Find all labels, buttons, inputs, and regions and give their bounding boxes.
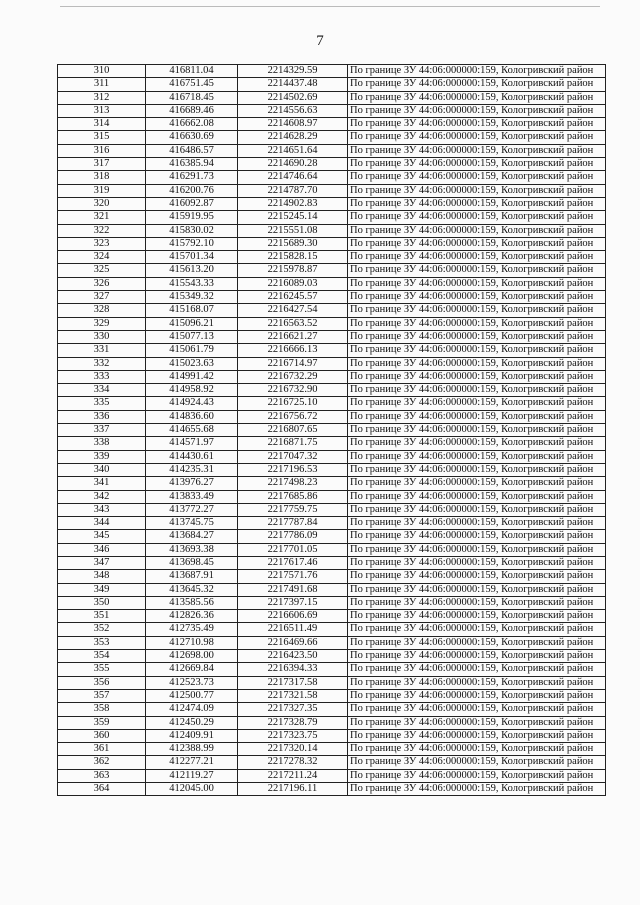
x-coordinate-cell: 414958.92 — [146, 384, 238, 397]
table-row — [58, 104, 606, 117]
x-coordinate-cell: 416092.87 — [146, 197, 238, 210]
point-number-cell: 359 — [58, 716, 146, 729]
boundary-description-cell: По границе ЗУ 44:06:000000:159, Кологривский район — [348, 583, 606, 596]
table-row — [58, 596, 606, 609]
boundary-description-cell: По границе ЗУ 44:06:000000:159, Кологривский район — [348, 291, 606, 304]
x-coordinate-cell: 415701.34 — [146, 251, 238, 264]
table-row — [58, 450, 606, 463]
table-row — [58, 756, 606, 769]
scan-edge-line — [60, 6, 600, 7]
x-coordinate-cell: 412045.00 — [146, 783, 238, 796]
y-coordinate-cell: 2217617.46 — [238, 556, 348, 569]
x-coordinate-cell: 412500.77 — [146, 689, 238, 702]
boundary-description-cell: По границе ЗУ 44:06:000000:159, Кологривский район — [348, 370, 606, 383]
x-coordinate-cell: 412277.21 — [146, 756, 238, 769]
boundary-description-cell: По границе ЗУ 44:06:000000:159, Кологривский район — [348, 184, 606, 197]
point-number-cell: 319 — [58, 184, 146, 197]
x-coordinate-cell: 415919.95 — [146, 211, 238, 224]
x-coordinate-cell: 413833.49 — [146, 490, 238, 503]
y-coordinate-cell: 2217787.84 — [238, 517, 348, 530]
x-coordinate-cell: 413693.38 — [146, 543, 238, 556]
point-number-cell: 338 — [58, 437, 146, 450]
point-number-cell: 336 — [58, 410, 146, 423]
table-row — [58, 184, 606, 197]
table-row — [58, 623, 606, 636]
y-coordinate-cell: 2216427.54 — [238, 304, 348, 317]
point-number-cell: 326 — [58, 277, 146, 290]
boundary-description-cell: По границе ЗУ 44:06:000000:159, Кологривский район — [348, 65, 606, 78]
y-coordinate-cell: 2216423.50 — [238, 650, 348, 663]
boundary-description-cell: По границе ЗУ 44:06:000000:159, Кологривский район — [348, 251, 606, 264]
point-number-cell: 314 — [58, 118, 146, 131]
table-row — [58, 703, 606, 716]
y-coordinate-cell: 2217759.75 — [238, 503, 348, 516]
table-row — [58, 517, 606, 530]
point-number-cell: 325 — [58, 264, 146, 277]
point-number-cell: 320 — [58, 197, 146, 210]
x-coordinate-cell: 412119.27 — [146, 769, 238, 782]
point-number-cell: 329 — [58, 317, 146, 330]
table-row — [58, 543, 606, 556]
y-coordinate-cell: 2216245.57 — [238, 291, 348, 304]
point-number-cell: 353 — [58, 636, 146, 649]
y-coordinate-cell: 2216469.66 — [238, 636, 348, 649]
x-coordinate-cell: 412474.09 — [146, 703, 238, 716]
boundary-description-cell: По границе ЗУ 44:06:000000:159, Кологривский район — [348, 237, 606, 250]
point-number-cell: 361 — [58, 743, 146, 756]
boundary-description-cell: По границе ЗУ 44:06:000000:159, Кологривский район — [348, 703, 606, 716]
y-coordinate-cell: 2216089.03 — [238, 277, 348, 290]
table-row — [58, 171, 606, 184]
point-number-cell: 328 — [58, 304, 146, 317]
point-number-cell: 355 — [58, 663, 146, 676]
table-row — [58, 131, 606, 144]
y-coordinate-cell: 2217328.79 — [238, 716, 348, 729]
point-number-cell: 349 — [58, 583, 146, 596]
point-number-cell: 337 — [58, 424, 146, 437]
boundary-description-cell: По границе ЗУ 44:06:000000:159, Кологривский район — [348, 716, 606, 729]
y-coordinate-cell: 2217321.58 — [238, 689, 348, 702]
table-row — [58, 357, 606, 370]
y-coordinate-cell: 2215551.08 — [238, 224, 348, 237]
table-row — [58, 689, 606, 702]
x-coordinate-cell: 412388.99 — [146, 743, 238, 756]
boundary-description-cell: По границе ЗУ 44:06:000000:159, Кологривский район — [348, 636, 606, 649]
x-coordinate-cell: 413745.75 — [146, 517, 238, 530]
y-coordinate-cell: 2217498.23 — [238, 477, 348, 490]
y-coordinate-cell: 2216621.27 — [238, 330, 348, 343]
boundary-description-cell: По границе ЗУ 44:06:000000:159, Кологривский район — [348, 171, 606, 184]
x-coordinate-cell: 413976.27 — [146, 477, 238, 490]
table-row — [58, 251, 606, 264]
point-number-cell: 363 — [58, 769, 146, 782]
table-row — [58, 291, 606, 304]
boundary-description-cell: По границе ЗУ 44:06:000000:159, Кологривский район — [348, 118, 606, 131]
table-row — [58, 118, 606, 131]
table-row — [58, 556, 606, 569]
y-coordinate-cell: 2216511.49 — [238, 623, 348, 636]
y-coordinate-cell: 2214502.69 — [238, 91, 348, 104]
point-number-cell: 344 — [58, 517, 146, 530]
table-row — [58, 729, 606, 742]
y-coordinate-cell: 2217685.86 — [238, 490, 348, 503]
point-number-cell: 315 — [58, 131, 146, 144]
x-coordinate-cell: 415543.33 — [146, 277, 238, 290]
page-number: 7 — [316, 33, 324, 49]
y-coordinate-cell: 2214556.63 — [238, 104, 348, 117]
table-row — [58, 330, 606, 343]
point-number-cell: 312 — [58, 91, 146, 104]
x-coordinate-cell: 416718.45 — [146, 91, 238, 104]
point-number-cell: 356 — [58, 676, 146, 689]
x-coordinate-cell: 416291.73 — [146, 171, 238, 184]
x-coordinate-cell: 412735.49 — [146, 623, 238, 636]
boundary-description-cell: По границе ЗУ 44:06:000000:159, Кологривский район — [348, 783, 606, 796]
y-coordinate-cell: 2214651.64 — [238, 144, 348, 157]
table-row — [58, 211, 606, 224]
y-coordinate-cell: 2217278.32 — [238, 756, 348, 769]
boundary-description-cell: По границе ЗУ 44:06:000000:159, Кологривский район — [348, 729, 606, 742]
table-row — [58, 663, 606, 676]
boundary-description-cell: По границе ЗУ 44:06:000000:159, Кологривский район — [348, 224, 606, 237]
x-coordinate-cell: 415168.07 — [146, 304, 238, 317]
boundary-description-cell: По границе ЗУ 44:06:000000:159, Кологривский район — [348, 743, 606, 756]
table-row — [58, 78, 606, 91]
y-coordinate-cell: 2217491.68 — [238, 583, 348, 596]
y-coordinate-cell: 2216563.52 — [238, 317, 348, 330]
y-coordinate-cell: 2217320.14 — [238, 743, 348, 756]
boundary-description-cell: По границе ЗУ 44:06:000000:159, Кологривский район — [348, 437, 606, 450]
point-number-cell: 362 — [58, 756, 146, 769]
x-coordinate-cell: 415349.32 — [146, 291, 238, 304]
boundary-description-cell: По границе ЗУ 44:06:000000:159, Кологривский район — [348, 104, 606, 117]
table-row — [58, 570, 606, 583]
y-coordinate-cell: 2214902.83 — [238, 197, 348, 210]
boundary-description-cell: По границе ЗУ 44:06:000000:159, Кологривский район — [348, 158, 606, 171]
table-row — [58, 716, 606, 729]
point-number-cell: 327 — [58, 291, 146, 304]
boundary-description-cell: По границе ЗУ 44:06:000000:159, Кологривский район — [348, 277, 606, 290]
point-number-cell: 351 — [58, 610, 146, 623]
boundary-description-cell: По границе ЗУ 44:06:000000:159, Кологривский район — [348, 570, 606, 583]
point-number-cell: 340 — [58, 463, 146, 476]
boundary-description-cell: По границе ЗУ 44:06:000000:159, Кологривский район — [348, 596, 606, 609]
x-coordinate-cell: 413772.27 — [146, 503, 238, 516]
boundary-description-cell: По границе ЗУ 44:06:000000:159, Кологривский район — [348, 91, 606, 104]
y-coordinate-cell: 2215689.30 — [238, 237, 348, 250]
boundary-description-cell: По границе ЗУ 44:06:000000:159, Кологривский район — [348, 397, 606, 410]
table-row — [58, 769, 606, 782]
boundary-description-cell: По границе ЗУ 44:06:000000:159, Кологривский район — [348, 131, 606, 144]
point-number-cell: 348 — [58, 570, 146, 583]
y-coordinate-cell: 2217701.05 — [238, 543, 348, 556]
point-number-cell: 310 — [58, 65, 146, 78]
table-row — [58, 264, 606, 277]
boundary-description-cell: По границе ЗУ 44:06:000000:159, Кологривский район — [348, 490, 606, 503]
x-coordinate-cell: 412523.73 — [146, 676, 238, 689]
y-coordinate-cell: 2216756.72 — [238, 410, 348, 423]
y-coordinate-cell: 2215978.87 — [238, 264, 348, 277]
table-row — [58, 583, 606, 596]
point-number-cell: 334 — [58, 384, 146, 397]
x-coordinate-cell: 412710.98 — [146, 636, 238, 649]
boundary-description-cell: По границе ЗУ 44:06:000000:159, Кологривский район — [348, 503, 606, 516]
table-row — [58, 304, 606, 317]
y-coordinate-cell: 2217571.76 — [238, 570, 348, 583]
point-number-cell: 358 — [58, 703, 146, 716]
y-coordinate-cell: 2217327.35 — [238, 703, 348, 716]
boundary-description-cell: По границе ЗУ 44:06:000000:159, Кологривский район — [348, 450, 606, 463]
boundary-description-cell: По границе ЗУ 44:06:000000:159, Кологривский район — [348, 756, 606, 769]
point-number-cell: 354 — [58, 650, 146, 663]
x-coordinate-cell: 416751.45 — [146, 78, 238, 91]
table-row — [58, 237, 606, 250]
table-row — [58, 397, 606, 410]
point-number-cell: 343 — [58, 503, 146, 516]
x-coordinate-cell: 413684.27 — [146, 530, 238, 543]
y-coordinate-cell: 2214628.29 — [238, 131, 348, 144]
x-coordinate-cell: 416662.08 — [146, 118, 238, 131]
point-number-cell: 324 — [58, 251, 146, 264]
boundary-description-cell: По границе ЗУ 44:06:000000:159, Кологривский район — [348, 689, 606, 702]
x-coordinate-cell: 414924.43 — [146, 397, 238, 410]
boundary-description-cell: По границе ЗУ 44:06:000000:159, Кологривский район — [348, 463, 606, 476]
x-coordinate-cell: 415830.02 — [146, 224, 238, 237]
boundary-description-cell: По границе ЗУ 44:06:000000:159, Кологривский район — [348, 663, 606, 676]
y-coordinate-cell: 2217047.32 — [238, 450, 348, 463]
boundary-description-cell: По границе ЗУ 44:06:000000:159, Кологривский район — [348, 424, 606, 437]
boundary-description-cell: По границе ЗУ 44:06:000000:159, Кологривский район — [348, 676, 606, 689]
boundary-description-cell: По границе ЗУ 44:06:000000:159, Кологривский район — [348, 543, 606, 556]
y-coordinate-cell: 2216394.33 — [238, 663, 348, 676]
x-coordinate-cell: 416811.04 — [146, 65, 238, 78]
boundary-description-cell: По границе ЗУ 44:06:000000:159, Кологривский район — [348, 197, 606, 210]
point-number-cell: 318 — [58, 171, 146, 184]
table-row — [58, 610, 606, 623]
boundary-description-cell: По границе ЗУ 44:06:000000:159, Кологривский район — [348, 357, 606, 370]
y-coordinate-cell: 2214787.70 — [238, 184, 348, 197]
x-coordinate-cell: 412826.36 — [146, 610, 238, 623]
boundary-description-cell: По границе ЗУ 44:06:000000:159, Кологривский район — [348, 623, 606, 636]
boundary-description-cell: По границе ЗУ 44:06:000000:159, Кологривский район — [348, 304, 606, 317]
x-coordinate-cell: 416385.94 — [146, 158, 238, 171]
x-coordinate-cell: 413687.91 — [146, 570, 238, 583]
table-row — [58, 743, 606, 756]
y-coordinate-cell: 2217786.09 — [238, 530, 348, 543]
y-coordinate-cell: 2217397.15 — [238, 596, 348, 609]
y-coordinate-cell: 2214329.59 — [238, 65, 348, 78]
boundary-description-cell: По границе ЗУ 44:06:000000:159, Кологривский район — [348, 317, 606, 330]
y-coordinate-cell: 2216732.29 — [238, 370, 348, 383]
point-number-cell: 313 — [58, 104, 146, 117]
point-number-cell: 352 — [58, 623, 146, 636]
x-coordinate-cell: 414430.61 — [146, 450, 238, 463]
table-row — [58, 197, 606, 210]
x-coordinate-cell: 412450.29 — [146, 716, 238, 729]
point-number-cell: 360 — [58, 729, 146, 742]
y-coordinate-cell: 2217323.75 — [238, 729, 348, 742]
table-row — [58, 783, 606, 796]
boundary-description-cell: По границе ЗУ 44:06:000000:159, Кологривский район — [348, 650, 606, 663]
x-coordinate-cell: 416486.57 — [146, 144, 238, 157]
y-coordinate-cell: 2215245.14 — [238, 211, 348, 224]
table-row — [58, 437, 606, 450]
y-coordinate-cell: 2214437.48 — [238, 78, 348, 91]
table-row — [58, 463, 606, 476]
table-row — [58, 370, 606, 383]
x-coordinate-cell: 413698.45 — [146, 556, 238, 569]
boundary-description-cell: По границе ЗУ 44:06:000000:159, Кологривский район — [348, 330, 606, 343]
point-number-cell: 335 — [58, 397, 146, 410]
table-row — [58, 224, 606, 237]
table-row — [58, 490, 606, 503]
boundary-description-cell: По границе ЗУ 44:06:000000:159, Кологривский район — [348, 384, 606, 397]
point-number-cell: 332 — [58, 357, 146, 370]
table-row — [58, 676, 606, 689]
boundary-description-cell: По границе ЗУ 44:06:000000:159, Кологривский район — [348, 264, 606, 277]
point-number-cell: 339 — [58, 450, 146, 463]
table-row — [58, 277, 606, 290]
x-coordinate-cell: 415023.63 — [146, 357, 238, 370]
y-coordinate-cell: 2216732.90 — [238, 384, 348, 397]
x-coordinate-cell: 412409.91 — [146, 729, 238, 742]
x-coordinate-cell: 416689.46 — [146, 104, 238, 117]
table-row — [58, 65, 606, 78]
x-coordinate-cell: 413645.32 — [146, 583, 238, 596]
point-number-cell: 342 — [58, 490, 146, 503]
point-number-cell: 341 — [58, 477, 146, 490]
x-coordinate-cell: 412669.84 — [146, 663, 238, 676]
x-coordinate-cell: 415096.21 — [146, 317, 238, 330]
point-number-cell: 311 — [58, 78, 146, 91]
point-number-cell: 347 — [58, 556, 146, 569]
x-coordinate-cell: 416200.76 — [146, 184, 238, 197]
y-coordinate-cell: 2216807.65 — [238, 424, 348, 437]
table-row — [58, 144, 606, 157]
boundary-description-cell: По границе ЗУ 44:06:000000:159, Кологривский район — [348, 78, 606, 91]
x-coordinate-cell: 415792.10 — [146, 237, 238, 250]
y-coordinate-cell: 2214746.64 — [238, 171, 348, 184]
boundary-description-cell: По границе ЗУ 44:06:000000:159, Кологривский район — [348, 556, 606, 569]
table-row — [58, 384, 606, 397]
x-coordinate-cell: 415077.13 — [146, 330, 238, 343]
table-row — [58, 530, 606, 543]
point-number-cell: 316 — [58, 144, 146, 157]
boundary-description-cell: По границе ЗУ 44:06:000000:159, Кологривский район — [348, 211, 606, 224]
table-row — [58, 636, 606, 649]
boundary-description-cell: По границе ЗУ 44:06:000000:159, Кологривский район — [348, 144, 606, 157]
point-number-cell: 323 — [58, 237, 146, 250]
x-coordinate-cell: 415061.79 — [146, 344, 238, 357]
table-row — [58, 424, 606, 437]
x-coordinate-cell: 414571.97 — [146, 437, 238, 450]
x-coordinate-cell: 414836.60 — [146, 410, 238, 423]
point-number-cell: 346 — [58, 543, 146, 556]
table-row — [58, 503, 606, 516]
y-coordinate-cell: 2216725.10 — [238, 397, 348, 410]
coordinates-table-body — [58, 65, 606, 796]
x-coordinate-cell: 414991.42 — [146, 370, 238, 383]
y-coordinate-cell: 2217211.24 — [238, 769, 348, 782]
boundary-description-cell: По границе ЗУ 44:06:000000:159, Кологривский район — [348, 344, 606, 357]
y-coordinate-cell: 2215828.15 — [238, 251, 348, 264]
boundary-description-cell: По границе ЗУ 44:06:000000:159, Кологривский район — [348, 477, 606, 490]
y-coordinate-cell: 2217196.11 — [238, 783, 348, 796]
x-coordinate-cell: 414655.68 — [146, 424, 238, 437]
x-coordinate-cell: 416630.69 — [146, 131, 238, 144]
point-number-cell: 330 — [58, 330, 146, 343]
table-row — [58, 158, 606, 171]
table-row — [58, 344, 606, 357]
x-coordinate-cell: 415613.20 — [146, 264, 238, 277]
coordinates-table — [57, 64, 606, 796]
table-row — [58, 410, 606, 423]
table-row — [58, 317, 606, 330]
y-coordinate-cell: 2216606.69 — [238, 610, 348, 623]
boundary-description-cell: По границе ЗУ 44:06:000000:159, Кологривский район — [348, 410, 606, 423]
table-row — [58, 91, 606, 104]
boundary-description-cell: По границе ЗУ 44:06:000000:159, Кологривский район — [348, 517, 606, 530]
point-number-cell: 364 — [58, 783, 146, 796]
y-coordinate-cell: 2217196.53 — [238, 463, 348, 476]
point-number-cell: 350 — [58, 596, 146, 609]
table-row — [58, 650, 606, 663]
table-row — [58, 477, 606, 490]
point-number-cell: 357 — [58, 689, 146, 702]
boundary-description-cell: По границе ЗУ 44:06:000000:159, Кологривский район — [348, 769, 606, 782]
point-number-cell: 321 — [58, 211, 146, 224]
y-coordinate-cell: 2217317.58 — [238, 676, 348, 689]
y-coordinate-cell: 2216666.13 — [238, 344, 348, 357]
point-number-cell: 317 — [58, 158, 146, 171]
x-coordinate-cell: 412698.00 — [146, 650, 238, 663]
boundary-description-cell: По границе ЗУ 44:06:000000:159, Кологривский район — [348, 610, 606, 623]
y-coordinate-cell: 2216714.97 — [238, 357, 348, 370]
y-coordinate-cell: 2214608.97 — [238, 118, 348, 131]
point-number-cell: 333 — [58, 370, 146, 383]
y-coordinate-cell: 2214690.28 — [238, 158, 348, 171]
point-number-cell: 331 — [58, 344, 146, 357]
point-number-cell: 322 — [58, 224, 146, 237]
boundary-description-cell: По границе ЗУ 44:06:000000:159, Кологривский район — [348, 530, 606, 543]
y-coordinate-cell: 2216871.75 — [238, 437, 348, 450]
x-coordinate-cell: 413585.56 — [146, 596, 238, 609]
x-coordinate-cell: 414235.31 — [146, 463, 238, 476]
point-number-cell: 345 — [58, 530, 146, 543]
